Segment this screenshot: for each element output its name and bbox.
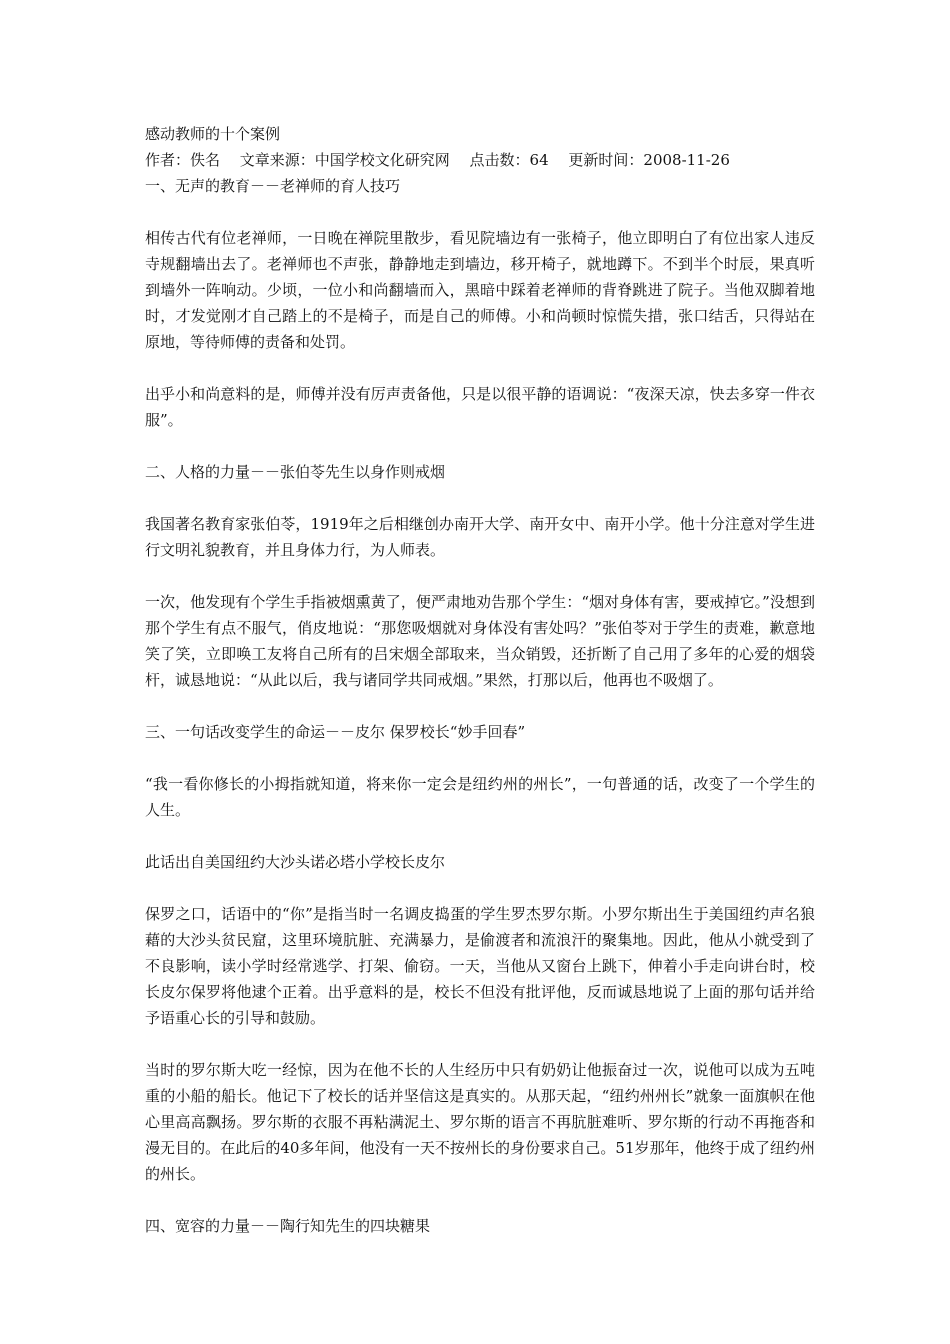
paragraph: 此话出自美国纽约大沙头诺必塔小学校长皮尔 bbox=[145, 853, 446, 871]
paragraph: 出乎小和尚意料的是，师傅并没有厉声责备他，只是以很平静的语调说：“夜深天凉，快去多穿一件衣服”。 bbox=[145, 385, 815, 429]
paragraph: 一次，他发现有个学生手指被烟熏黄了，便严肃地劝告那个学生：“烟对身体有害，要戒掉它。”没想到那个学生有点不服气，俏皮地说：“那您吸烟就对身体没有害处吗？”张伯苓对于学生的责难，歉意地笑了笑，立即唤工友将自己所有的吕宋烟全部取来，当众销毁，还折断了自己用了多年的心爱的烟袋杆，诚恳地说：“从此以后，我与诸同学共同戒烟。”果然，打那以后，他再也不吸烟了。 bbox=[145, 593, 815, 689]
paragraph: 当时的罗尔斯大吃一经惊，因为在他不长的人生经历中只有奶奶让他振奋过一次，说他可以成为五吨重的小船的船长。他记下了校长的话并坚信这是真实的。从那天起，“纽约州州长”就象一面旗帜在他心里高高飘扬。罗尔斯的衣服不再粘满泥土、罗尔斯的语言不再肮脏难听、罗尔斯的行动不再拖沓和漫无目的。在此后的40多年间，他没有一天不按州长的身份要求自己。51岁那年，他终于成了纽约州的州长。 bbox=[145, 1061, 815, 1183]
section-heading-2: 二、人格的力量－－张伯苓先生以身作则戒烟 bbox=[145, 463, 446, 481]
section-heading-4: 四、宽容的力量－－陶行知先生的四块糖果 bbox=[145, 1217, 431, 1235]
paragraph: 相传古代有位老禅师，一日晚在禅院里散步，看见院墙边有一张椅子，他立即明白了有位出家人违反寺规翻墙出去了。老禅师也不声张，静静地走到墙边，移开椅子，就地蹲下。不到半个时辰，果真听到墙外一阵响动。少顷，一位小和尚翻墙而入，黑暗中踩着老禅师的背脊跳进了院子。当他双脚着地时，才发觉刚才自己踏上的不是椅子，而是自己的师傅。小和尚顿时惊慌失措，张口结舌，只得站在原地，等待师傅的责备和处罚。 bbox=[145, 229, 815, 351]
article-meta: 作者：佚名 文章来源：中国学校文化研究网 点击数：64 更新时间：2008-11-26 bbox=[145, 151, 730, 169]
section-heading-1: 一、无声的教育－－老禅师的育人技巧 bbox=[145, 177, 401, 195]
paragraph: 保罗之口，话语中的“你”是指当时一名调皮捣蛋的学生罗杰罗尔斯。小罗尔斯出生于美国纽约声名狼藉的大沙头贫民窟，这里环境肮脏、充满暴力，是偷渡者和流浪汗的聚集地。因此，他从小就受到了不良影响，读小学时经常逃学、打架、偷窃。一天，当他从又窗台上跳下，伸着小手走向讲台时，校长皮尔保罗将他逮个正着。出乎意料的是，校长不但没有批评他，反而诚恳地说了上面的那句话并给予语重心长的引导和鼓励。 bbox=[145, 905, 815, 1027]
document-title: 感动教师的十个案例 bbox=[145, 125, 281, 143]
paragraph: 我国著名教育家张伯苓，1919年之后相继创办南开大学、南开女中、南开小学。他十分注意对学生进行文明礼貌教育，并且身体力行，为人师表。 bbox=[145, 515, 815, 559]
paragraph: “我一看你修长的小拇指就知道，将来你一定会是纽约州的州长”，一句普通的话，改变了一个学生的人生。 bbox=[145, 775, 815, 819]
document-page bbox=[145, 121, 815, 1265]
section-heading-3: 三、一句话改变学生的命运－－皮尔 保罗校长“妙手回春” bbox=[145, 723, 526, 741]
